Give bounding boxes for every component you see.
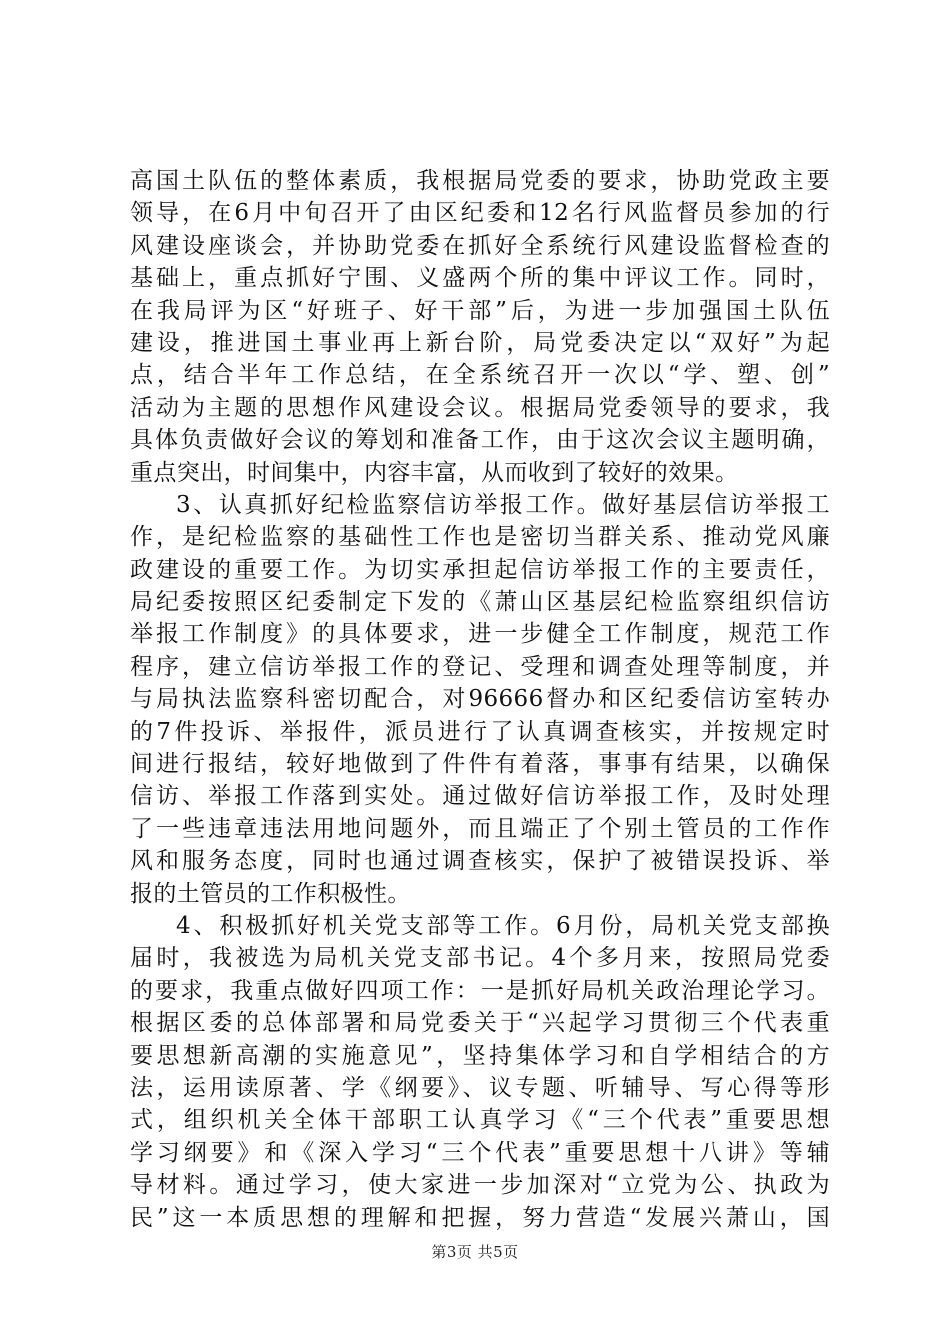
text-line: 报的土管员的工作积极性。: [130, 880, 411, 907]
text-line: 风和服务态度，同时也通过调查核实，保护了被错误投诉、举: [130, 848, 830, 875]
text-line: 学习纲要》和《深入学习“三个代表”重要思想十八讲》等辅: [130, 1139, 830, 1166]
text-line: 要思想新高潮的实施意见”，坚持集体学习和自学相结合的方: [130, 1042, 830, 1069]
text-line: 与局执法监察科密切配合，对96666督办和区纪委信访室转办: [130, 686, 830, 713]
text-line: 重点突出，时间集中，内容丰富，从而收到了较好的效果。: [130, 459, 739, 486]
text-line: 基础上，重点抓好宁围、义盛两个所的集中评议工作。同时，: [130, 265, 830, 292]
text-line: 的7件投诉、举报件，派员进行了认真调查核实，并按规定时: [130, 718, 830, 745]
text-line: 活动为主题的思想作风建设会议。根据局党委领导的要求，我: [130, 394, 830, 421]
text-line: 风建设座谈会，并协助党委在抓好全系统行风建设监督检查的: [130, 232, 830, 259]
text-line: 根据区委的总体部署和局党委关于“兴起学习贯彻三个代表重: [130, 1010, 830, 1037]
text-line: 间进行报结，较好地做到了件件有着落，事事有结果，以确保: [130, 751, 830, 778]
text-line: 局纪委按照区纪委制定下发的《萧山区基层纪检监察组织信访: [130, 589, 830, 616]
text-line: 具体负责做好会议的筹划和准备工作，由于这次会议主题明确，: [130, 427, 830, 454]
text-line: 政建设的重要工作。为切实承担起信访举报工作的主要责任，: [130, 556, 830, 583]
text-line: 信访、举报工作落到实处。通过做好信访举报工作，及时处理: [130, 783, 830, 810]
text-line: 建设，推进国土事业再上新台阶，局党委决定以“双好”为起: [130, 329, 830, 356]
text-line: 作，是纪检监察的基础性工作也是密切当群关系、推动党风廉: [130, 524, 830, 551]
text-line: 的要求，我重点做好四项工作：一是抓好局机关政治理论学习。: [130, 977, 830, 1004]
text-line: 高国土队伍的整体素质，我根据局党委的要求，协助党政主要: [130, 168, 830, 194]
text-line: 点，结合半年工作总结，在全系统召开一次以“学、塑、创”: [130, 362, 830, 389]
paragraph-start-line: 3、认真抓好纪检监察信访举报工作。做好基层信访举报工: [176, 491, 830, 518]
text-line: 程序，建立信访举报工作的登记、受理和调查处理等制度，并: [130, 653, 830, 680]
page-number-footer: 第3页 共5页: [431, 1243, 519, 1261]
body-text: [130, 165, 830, 1234]
text-line: 民”这一本质思想的理解和把握，努力营造“发展兴萧山，国: [130, 1204, 830, 1231]
text-line: 式，组织机关全体干部职工认真学习《“三个代表”重要思想: [130, 1107, 830, 1134]
text-line: 了一些违章违法用地问题外，而且端正了个别土管员的工作作: [130, 815, 830, 842]
text-line: 举报工作制度》的具体要求，进一步健全工作制度，规范工作: [130, 621, 830, 648]
text-line: 届时，我被选为局机关党支部书记。4个多月来，按照局党委: [130, 945, 830, 972]
text-line: 领导，在6月中旬召开了由区纪委和12名行风监督员参加的行: [130, 200, 830, 227]
paragraph-start-line: 4、积极抓好机关党支部等工作。6月份，局机关党支部换: [176, 912, 830, 939]
text-line: 法，运用读原著、学《纲要》、议专题、听辅导、写心得等形: [130, 1074, 830, 1101]
text-line: 导材料。通过学习，使大家进一步加深对“立党为公、执政为: [130, 1172, 830, 1199]
text-line: 在我局评为区“好班子、好干部”后，为进一步加强国土队伍: [130, 297, 830, 324]
